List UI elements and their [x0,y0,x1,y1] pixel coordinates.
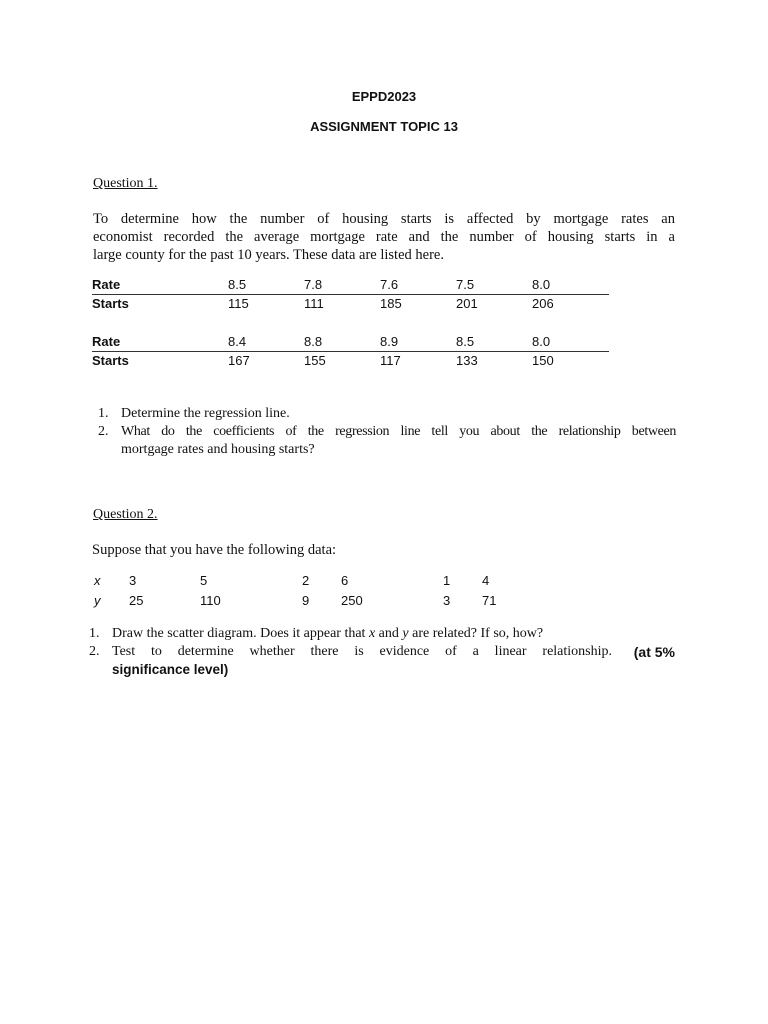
list-item-text: Determine the regression line. [121,406,290,421]
question-1-heading: Question 1. [93,176,158,191]
starts-label: Starts [92,296,129,311]
x-value: 4 [482,573,490,588]
table-cell: 8.0 [532,334,551,349]
table-cell: 133 [456,353,478,368]
x-value: 3 [129,573,137,588]
y-value: 250 [341,593,363,608]
table-cell: 117 [380,353,401,368]
item-text-part: Test to determine whether there is evidence of a linear relationship. [112,644,612,659]
table-divider [92,294,609,295]
paragraph-line: large county for the past 10 years. These data are listed here. [93,247,444,263]
y-value: 9 [302,593,310,608]
y-label: y [94,593,101,608]
x-value: 5 [200,573,208,588]
table-cell: 7.6 [380,277,399,292]
table-cell: 185 [380,296,402,311]
assignment-title: ASSIGNMENT TOPIC 13 [310,119,458,134]
table-cell: 8.8 [304,334,323,349]
y-value: 25 [129,593,144,608]
table-cell: 115 [228,296,249,311]
list-item-text: What do the coefficients of the regression line tell you about the relationship between [121,424,676,439]
question-1-paragraph [93,210,675,264]
item-text-part: (at 5% [633,644,675,660]
table-cell: 111 [304,296,324,311]
paragraph-line: To determine how the number of housing starts is affected by mortgage rates an [93,211,675,227]
list-item-text: significance level) [112,662,229,677]
list-item-text [112,643,675,661]
table-cell: 7.5 [456,277,475,292]
list-number: 2. [98,424,109,439]
rate-label: Rate [92,334,121,349]
table-cell: 206 [532,296,554,311]
table-cell: 201 [456,296,478,311]
y-value: 3 [443,593,451,608]
table-cell: 8.5 [228,277,247,292]
table-cell: 8.9 [380,334,399,349]
table-cell: 8.5 [456,334,475,349]
question-2-intro: Suppose that you have the following data: [92,542,337,558]
table-cell: 7.8 [304,277,323,292]
question-2-heading: Question 2. [93,507,158,522]
course-code: EPPD2023 [351,89,417,104]
list-number: 1. [98,406,109,421]
y-variable: y [402,626,409,641]
x-value: 1 [443,573,451,588]
table-cell: 8.4 [228,334,247,349]
item-text-part: Draw the scatter diagram. Does it appear that [112,626,369,641]
x-variable: x [368,626,376,641]
item-text-part: are related? If so, how? [408,626,544,641]
x-value: 2 [302,573,310,588]
table-cell: 8.0 [532,277,551,292]
x-value: 6 [341,573,349,588]
x-label: x [94,573,101,588]
paragraph-line: economist recorded the average mortgage rate and the number of housing starts in a [93,229,675,245]
starts-label: Starts [92,353,129,368]
list-item-text [112,625,543,643]
table-cell: 167 [228,353,250,368]
table-cell: 150 [532,353,554,368]
item-text-part: and [375,626,403,641]
rate-label: Rate [92,277,121,292]
list-number: 2. [89,644,100,659]
table-cell: 155 [304,353,326,368]
list-item-text: mortgage rates and housing starts? [121,442,315,457]
list-number: 1. [89,626,100,641]
table-divider [92,351,609,352]
y-value: 110 [200,593,221,608]
y-value: 71 [482,593,497,608]
